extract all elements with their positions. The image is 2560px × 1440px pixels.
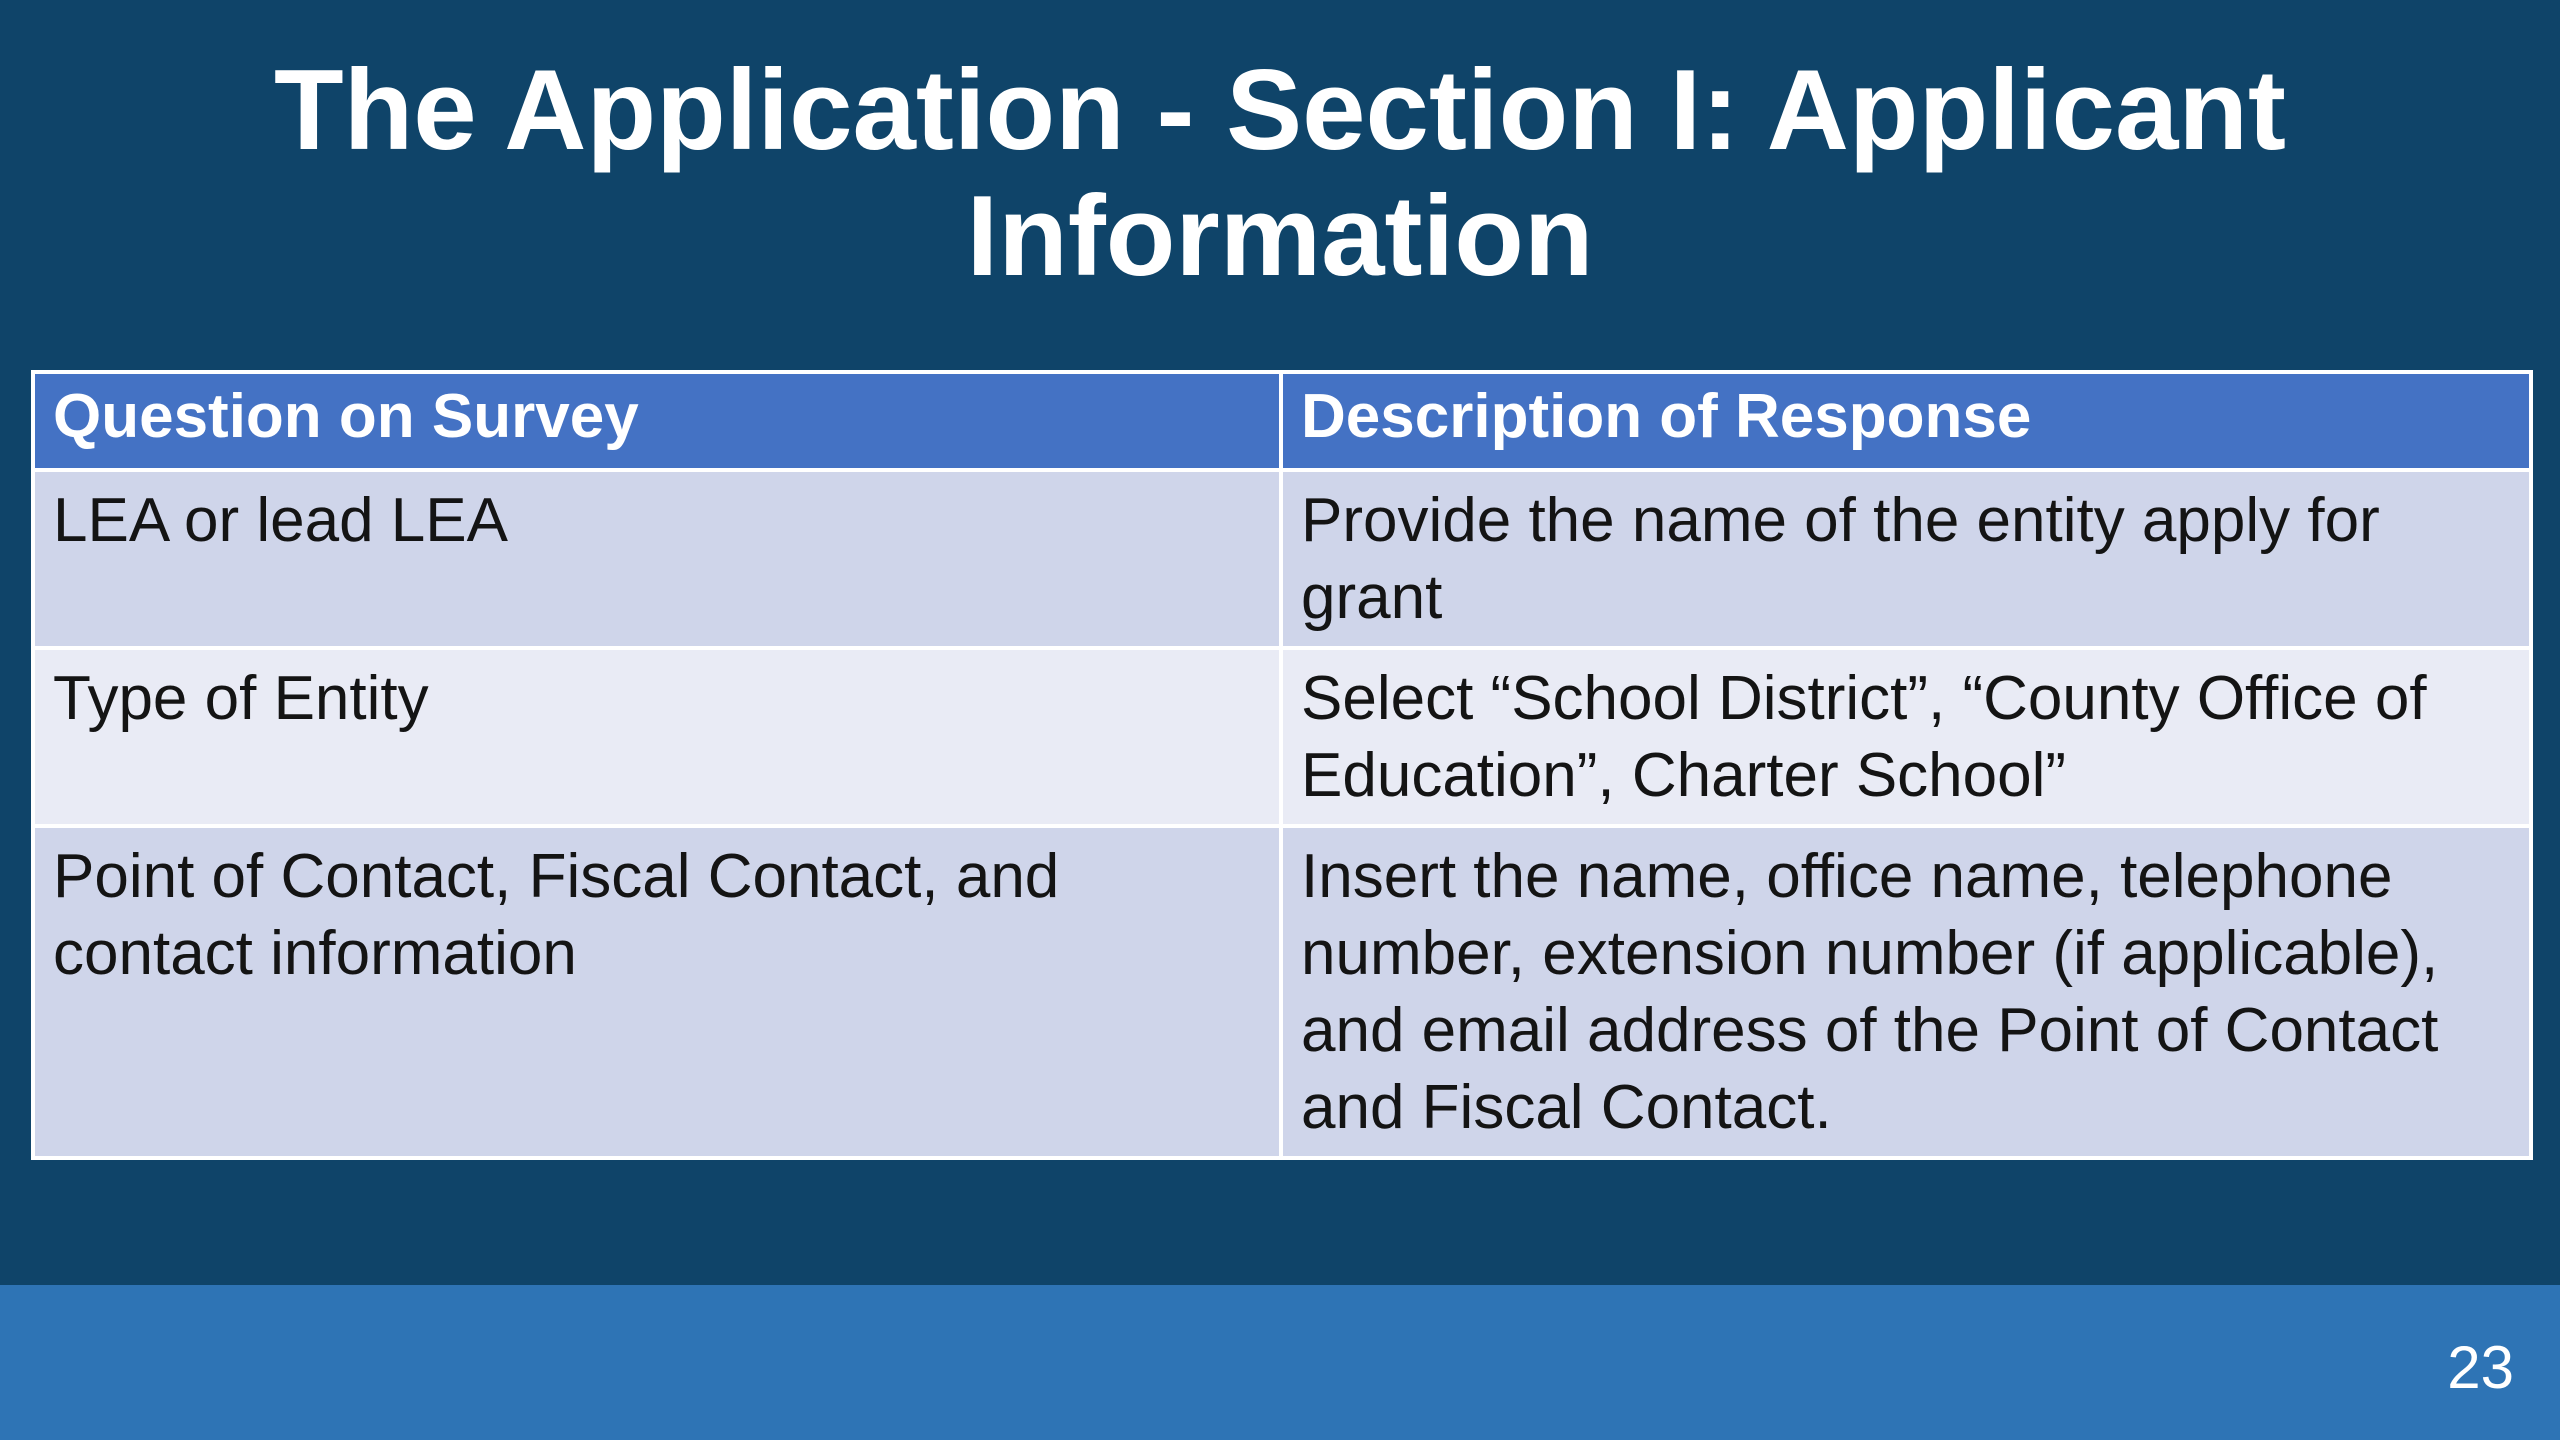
table-header-row (33, 372, 2531, 470)
survey-table (31, 370, 2533, 1160)
description-cell: Provide the name of the entity apply for grant (1281, 470, 2531, 648)
description-cell: Select “School District”, “County Office of Education”, Charter School” (1281, 648, 2531, 826)
description-cell: Insert the name, office name, telephone number, extension number (if applicable), and email address of the Point of Contact and Fiscal Contact. (1281, 826, 2531, 1158)
slide-number: 23 (2447, 1334, 2514, 1401)
slide-title: The Application - Section I: Applicant Information (274, 47, 2286, 300)
question-cell: LEA or lead LEA (33, 470, 1281, 648)
header-question-on-survey: Question on Survey (33, 372, 1281, 470)
table-row (33, 826, 2531, 1158)
question-cell: Type of Entity (33, 648, 1281, 826)
question-cell: Point of Contact, Fiscal Contact, and contact information (33, 826, 1281, 1158)
table-row (33, 648, 2531, 826)
table-container (31, 370, 2529, 1160)
header-description-of-response: Description of Response (1281, 372, 2531, 470)
table-row (33, 470, 2531, 648)
footer-bar (0, 1285, 2560, 1440)
